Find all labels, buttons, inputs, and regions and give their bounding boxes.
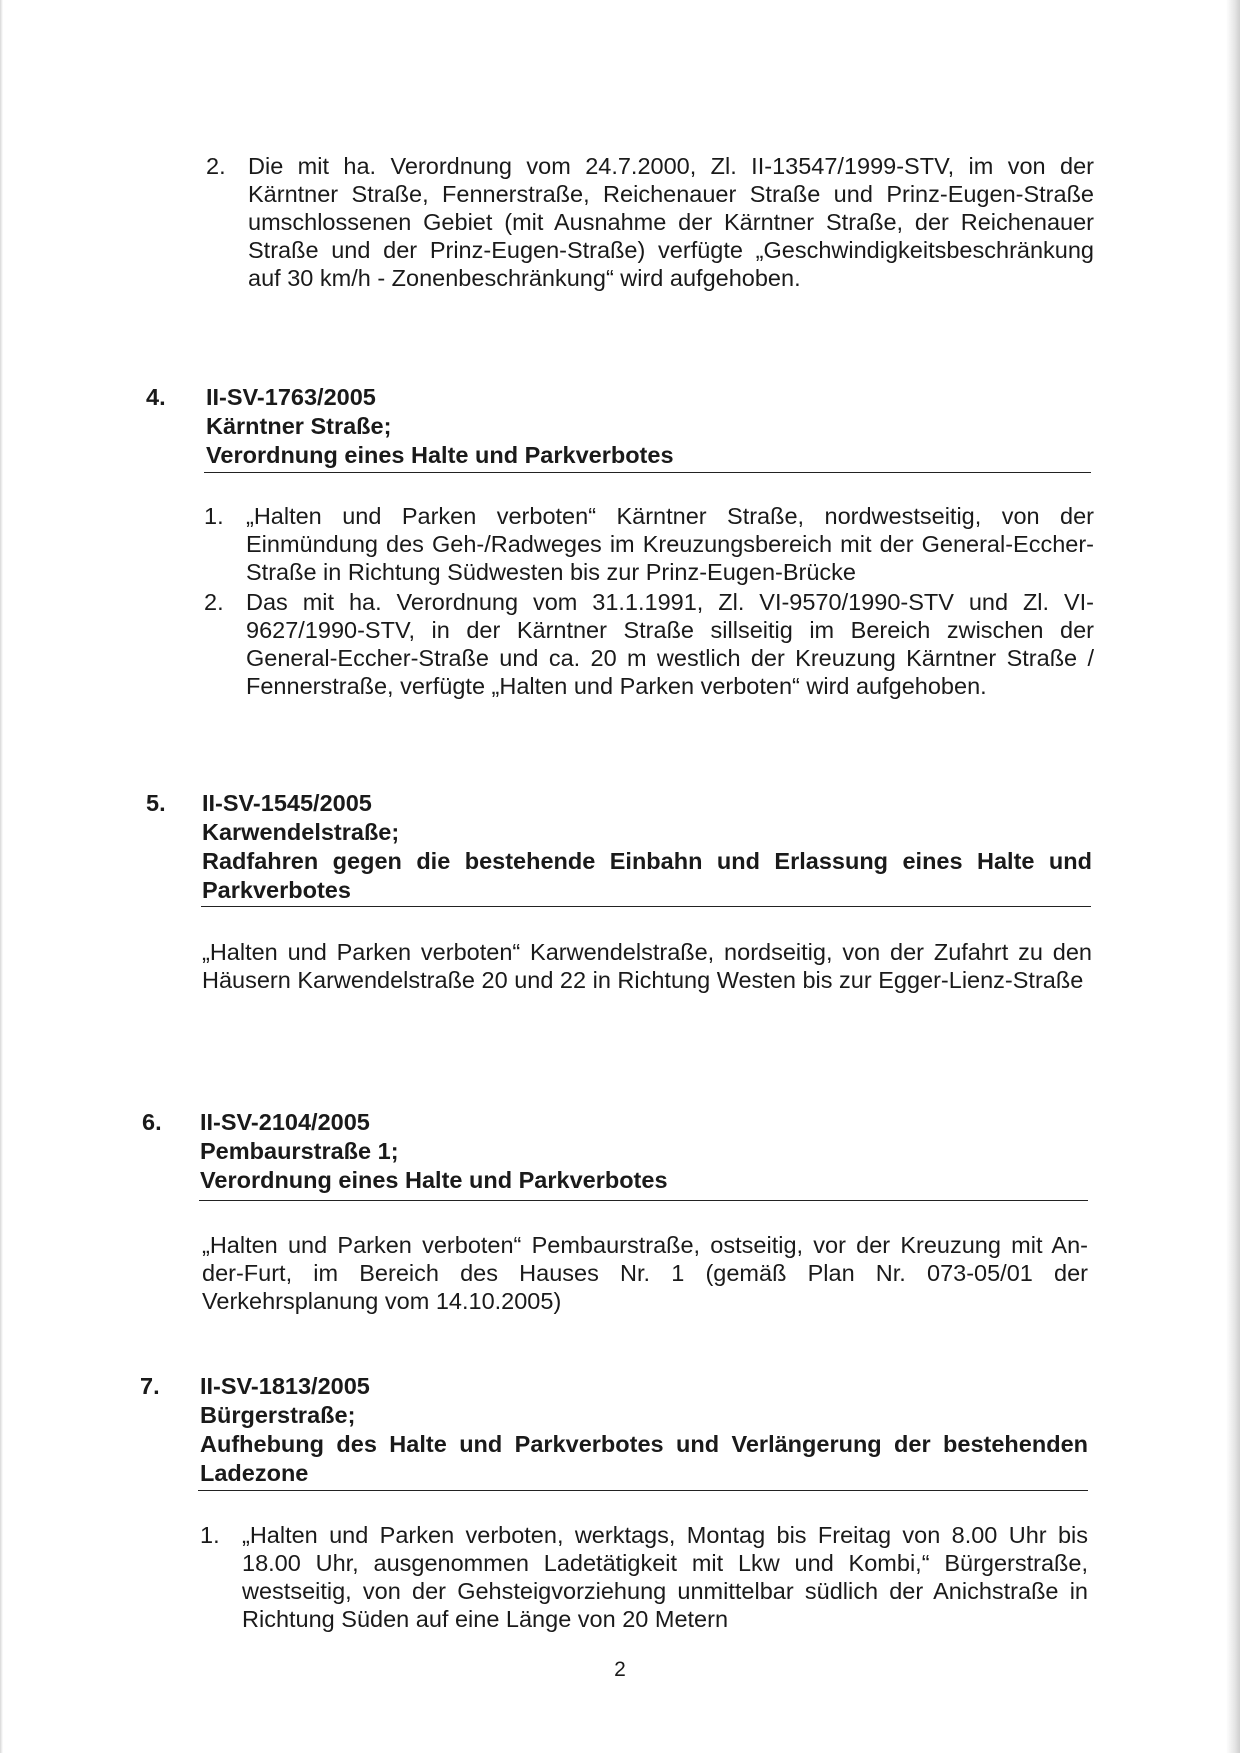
intro-list-item — [206, 152, 1094, 292]
section-subject: Verordnung eines Halte und Parkverbotes — [206, 442, 674, 468]
section-number: 4. — [146, 384, 166, 410]
section-reference: II-SV-1813/2005 — [200, 1373, 370, 1399]
section-heading — [200, 1108, 1090, 1195]
list-item — [204, 588, 1094, 700]
section-number: 6. — [142, 1109, 162, 1135]
section-number: 7. — [140, 1373, 160, 1399]
section-location: Bürgerstraße; — [200, 1402, 356, 1428]
section-subject: Radfahren gegen die bestehende Einbahn und Erlassung eines Halte und Parkverbotes — [202, 848, 1092, 903]
list-item-number: 2. — [206, 153, 226, 179]
section-heading — [206, 383, 1094, 470]
section-heading — [202, 789, 1092, 905]
section-reference: II-SV-1763/2005 — [206, 384, 376, 410]
section-heading — [200, 1372, 1088, 1488]
list-item-text: „Halten und Parken verboten, werktags, Montag bis Freitag von 8.00 Uhr bis 18.00 Uhr, ausgenommen Ladetätigkeit mit Lkw und Kombi,“ Bürgerstraße, westseitig, von der Gehsteigvorziehung unmittelbar südlich der Anichstraße in Richtung Süden auf eine Länge von 20 Metern — [242, 1522, 1088, 1632]
section-reference: II-SV-2104/2005 — [200, 1109, 370, 1135]
section-location: Karwendelstraße; — [202, 819, 400, 845]
section-rule — [199, 1200, 1088, 1201]
list-item-number: 1. — [204, 503, 224, 529]
list-item — [200, 1521, 1088, 1633]
section-number: 5. — [146, 790, 166, 816]
list-item-text: Das mit ha. Verordnung vom 31.1.1991, Zl. VI-9570/1990-STV und Zl. VI-9627/1990-STV, in der Kärntner Straße sillseitig im Bereich zwischen der General-Eccher-Straße und ca. 20 m westlich der Kreuzung Kärntner Straße / Fennerstraße, verfügte „Halten und Parken verboten“ wird aufgehoben. — [246, 589, 1094, 699]
section-reference: II-SV-1545/2005 — [202, 790, 372, 816]
section-paragraph: „Halten und Parken verboten“ Karwendelstraße, nordseitig, von der Zufahrt zu den Häusern Karwendelstraße 20 und 22 in Richtung Westen bis zur Egger-Lienz-Straße — [202, 939, 1092, 993]
list-item-text: „Halten und Parken verboten“ Kärntner Straße, nordwestseitig, von der Einmündung des Geh-/Radweges im Kreuzungsbereich mit der General-Eccher-Straße in Richtung Südwesten bis zur Prinz-Eugen-Brücke — [246, 503, 1094, 585]
list-item-number: 1. — [200, 1522, 220, 1548]
list-item-number: 2. — [204, 589, 224, 615]
section-location: Pembaurstraße 1; — [200, 1138, 399, 1164]
section-rule — [198, 1490, 1088, 1491]
section-rule — [204, 472, 1091, 473]
section-rule — [201, 906, 1091, 907]
section-subject: Aufhebung des Halte und Parkverbotes und Verlängerung der bestehenden Ladezone — [200, 1431, 1088, 1486]
section-location: Kärntner Straße; — [206, 413, 392, 439]
list-item-text: Die mit ha. Verordnung vom 24.7.2000, Zl. II-13547/1999-STV, im von der Kärntner Straße, Fennerstraße, Reichenauer Straße und Prinz-Eugen-Straße umschlossenen Gebiet (mit Ausnahme der Kärntner Straße, der Reichenauer Straße und der Prinz-Eugen-Straße) verfügte „Geschwindigkeitsbeschränkung auf 30 km/h - Zonenbeschränkung“ wird aufgehoben. — [248, 153, 1094, 291]
page-number: 2 — [614, 1658, 626, 1681]
section-subject: Verordnung eines Halte und Parkverbotes — [200, 1167, 668, 1193]
section-paragraph: „Halten und Parken verboten“ Pembaurstraße, ostseitig, vor der Kreuzung mit An-der-Furt, im Bereich des Hauses Nr. 1 (gemäß Plan Nr. 073-05/01 der Verkehrsplanung vom 14.10.2005) — [202, 1232, 1088, 1314]
list-item — [204, 502, 1094, 586]
